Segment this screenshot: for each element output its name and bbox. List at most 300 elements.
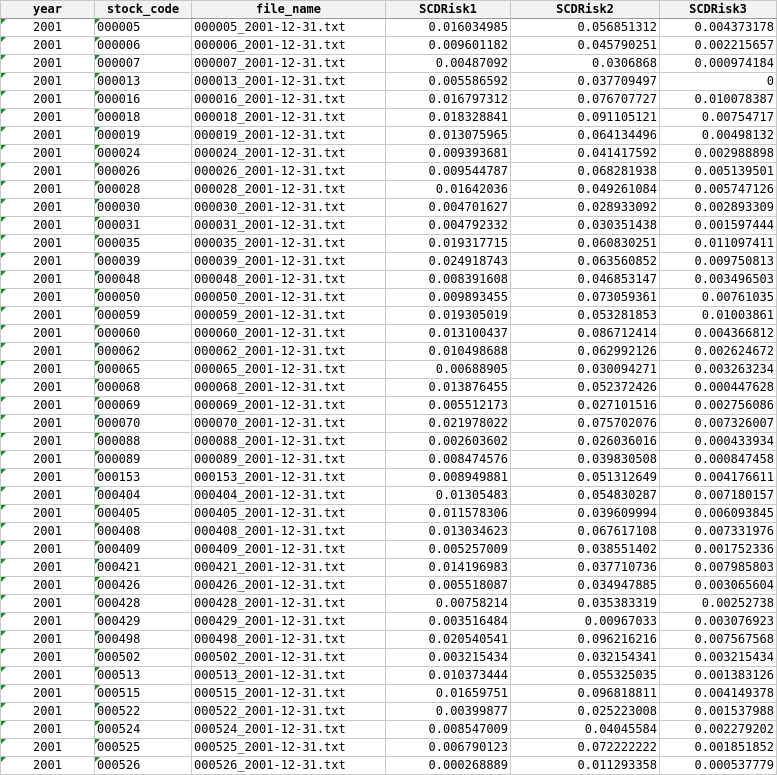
scdrisk1-cell[interactable]: 0.00758214: [386, 595, 511, 613]
text-number-indicator-icon: [95, 199, 100, 204]
stock-code-cell[interactable]: 000068: [95, 379, 192, 397]
scdrisk1-cell[interactable]: 0.013034623: [386, 523, 511, 541]
scdrisk3-cell[interactable]: 0.00761035: [660, 289, 777, 307]
year-cell[interactable]: 2001: [1, 757, 95, 775]
file-name-cell[interactable]: 000050_2001-12-31.txt: [192, 289, 386, 307]
scdrisk3-cell[interactable]: 0.00252738: [660, 595, 777, 613]
scdrisk3-cell[interactable]: 0.00754717: [660, 109, 777, 127]
scdrisk3-cell[interactable]: 0.007567568: [660, 631, 777, 649]
scdrisk1-cell[interactable]: 0.00399877: [386, 703, 511, 721]
text-number-indicator-icon: [1, 487, 6, 492]
year-cell[interactable]: 2001: [1, 73, 95, 91]
scdrisk2-cell[interactable]: 0.049261084: [511, 181, 660, 199]
file-name-cell[interactable]: 000088_2001-12-31.txt: [192, 433, 386, 451]
file-name-cell[interactable]: 000524_2001-12-31.txt: [192, 721, 386, 739]
text-number-indicator-icon: [95, 631, 100, 636]
year-cell[interactable]: 2001: [1, 451, 95, 469]
scdrisk3-cell[interactable]: 0.005747126: [660, 181, 777, 199]
scdrisk1-cell[interactable]: 0.013100437: [386, 325, 511, 343]
scdrisk1-cell[interactable]: 0.009393681: [386, 145, 511, 163]
text-number-indicator-icon: [95, 739, 100, 744]
text-number-indicator-icon: [1, 217, 6, 222]
year-cell[interactable]: 2001: [1, 397, 95, 415]
text-number-indicator-icon: [1, 235, 6, 240]
stock-code-cell[interactable]: 000035: [95, 235, 192, 253]
scdrisk1-cell[interactable]: 0.005512173: [386, 397, 511, 415]
scdrisk1-cell[interactable]: 0.004701627: [386, 199, 511, 217]
year-cell[interactable]: 2001: [1, 595, 95, 613]
table-row: [1, 631, 777, 649]
scdrisk1-cell[interactable]: 0.01659751: [386, 685, 511, 703]
file-name-cell[interactable]: 000006_2001-12-31.txt: [192, 37, 386, 55]
table-row: [1, 307, 777, 325]
year-cell[interactable]: 2001: [1, 433, 95, 451]
table-row: [1, 559, 777, 577]
scdrisk2-cell[interactable]: 0.025223008: [511, 703, 660, 721]
scdrisk2-cell[interactable]: 0.035383319: [511, 595, 660, 613]
table-row: [1, 667, 777, 685]
file-name-cell[interactable]: 000089_2001-12-31.txt: [192, 451, 386, 469]
stock-code-cell[interactable]: 000059: [95, 307, 192, 325]
file-name-cell[interactable]: 000005_2001-12-31.txt: [192, 19, 386, 37]
scdrisk1-cell[interactable]: 0.004792332: [386, 217, 511, 235]
scdrisk2-cell[interactable]: 0.00967033: [511, 613, 660, 631]
scdrisk2-cell[interactable]: 0.072222222: [511, 739, 660, 757]
stock-code-cell[interactable]: 000018: [95, 109, 192, 127]
scdrisk2-cell[interactable]: 0.054830287: [511, 487, 660, 505]
year-cell[interactable]: 2001: [1, 541, 95, 559]
header-file-name[interactable]: file_name: [192, 1, 386, 19]
table-row: [1, 523, 777, 541]
scdrisk1-cell[interactable]: 0.021978022: [386, 415, 511, 433]
stock-code-cell[interactable]: 000513: [95, 667, 192, 685]
file-name-cell[interactable]: 000068_2001-12-31.txt: [192, 379, 386, 397]
table-row: [1, 235, 777, 253]
stock-code-cell[interactable]: 000526: [95, 757, 192, 775]
stock-code-cell[interactable]: 000515: [95, 685, 192, 703]
scdrisk2-cell[interactable]: 0.037709497: [511, 73, 660, 91]
table-row: [1, 541, 777, 559]
stock-code-cell[interactable]: 000502: [95, 649, 192, 667]
year-cell[interactable]: 2001: [1, 685, 95, 703]
year-cell[interactable]: 2001: [1, 37, 95, 55]
file-name-cell[interactable]: 000062_2001-12-31.txt: [192, 343, 386, 361]
scdrisk1-cell[interactable]: 0.008547009: [386, 721, 511, 739]
file-name-cell[interactable]: 000028_2001-12-31.txt: [192, 181, 386, 199]
file-name-cell[interactable]: 000498_2001-12-31.txt: [192, 631, 386, 649]
header-scdrisk2[interactable]: SCDRisk2: [511, 1, 660, 19]
text-number-indicator-icon: [95, 721, 100, 726]
file-name-cell[interactable]: 000026_2001-12-31.txt: [192, 163, 386, 181]
scdrisk2-cell[interactable]: 0.030094271: [511, 361, 660, 379]
scdrisk3-cell[interactable]: 0.007331976: [660, 523, 777, 541]
scdrisk1-cell[interactable]: 0.019317715: [386, 235, 511, 253]
scdrisk2-cell[interactable]: 0.086712414: [511, 325, 660, 343]
stock-code-cell[interactable]: 000006: [95, 37, 192, 55]
year-cell[interactable]: 2001: [1, 631, 95, 649]
scdrisk1-cell[interactable]: 0.019305019: [386, 307, 511, 325]
file-name-cell[interactable]: 000408_2001-12-31.txt: [192, 523, 386, 541]
file-name-cell[interactable]: 000421_2001-12-31.txt: [192, 559, 386, 577]
scdrisk1-cell[interactable]: 0.020540541: [386, 631, 511, 649]
scdrisk1-cell[interactable]: 0.010373444: [386, 667, 511, 685]
text-number-indicator-icon: [1, 739, 6, 744]
year-cell[interactable]: 2001: [1, 19, 95, 37]
file-name-cell[interactable]: 000024_2001-12-31.txt: [192, 145, 386, 163]
file-name-cell[interactable]: 000526_2001-12-31.txt: [192, 757, 386, 775]
scdrisk1-cell[interactable]: 0.013876455: [386, 379, 511, 397]
scdrisk2-cell[interactable]: 0.068281938: [511, 163, 660, 181]
stock-code-cell[interactable]: 000070: [95, 415, 192, 433]
scdrisk2-cell[interactable]: 0.052372426: [511, 379, 660, 397]
stock-code-cell[interactable]: 000028: [95, 181, 192, 199]
scdrisk3-cell[interactable]: 0: [660, 73, 777, 91]
stock-code-cell[interactable]: 000007: [95, 55, 192, 73]
scdrisk3-cell[interactable]: 0.004366812: [660, 325, 777, 343]
stock-code-cell[interactable]: 000421: [95, 559, 192, 577]
text-number-indicator-icon: [95, 649, 100, 654]
header-year[interactable]: year: [1, 1, 95, 19]
scdrisk1-cell[interactable]: 0.01305483: [386, 487, 511, 505]
scdrisk1-cell[interactable]: 0.009893455: [386, 289, 511, 307]
text-number-indicator-icon: [1, 469, 6, 474]
text-number-indicator-icon: [95, 595, 100, 600]
stock-code-cell[interactable]: 000522: [95, 703, 192, 721]
scdrisk2-cell[interactable]: 0.056851312: [511, 19, 660, 37]
text-number-indicator-icon: [95, 37, 100, 42]
scdrisk3-cell[interactable]: 0.004149378: [660, 685, 777, 703]
year-cell[interactable]: 2001: [1, 307, 95, 325]
scdrisk1-cell[interactable]: 0.014196983: [386, 559, 511, 577]
scdrisk3-cell[interactable]: 0.006093845: [660, 505, 777, 523]
year-cell[interactable]: 2001: [1, 271, 95, 289]
text-number-indicator-icon: [95, 127, 100, 132]
scdrisk1-cell[interactable]: 0.024918743: [386, 253, 511, 271]
year-cell[interactable]: 2001: [1, 217, 95, 235]
stock-code-cell[interactable]: 000405: [95, 505, 192, 523]
scdrisk3-cell[interactable]: 0.004373178: [660, 19, 777, 37]
scdrisk2-cell[interactable]: 0.064134496: [511, 127, 660, 145]
table-row: [1, 199, 777, 217]
scdrisk2-cell[interactable]: 0.037710736: [511, 559, 660, 577]
scdrisk1-cell[interactable]: 0.005518087: [386, 577, 511, 595]
file-name-cell[interactable]: 000065_2001-12-31.txt: [192, 361, 386, 379]
file-name-cell[interactable]: 000035_2001-12-31.txt: [192, 235, 386, 253]
stock-code-cell[interactable]: 000050: [95, 289, 192, 307]
scdrisk3-cell[interactable]: 0.001383126: [660, 667, 777, 685]
year-cell[interactable]: 2001: [1, 181, 95, 199]
scdrisk3-cell[interactable]: 0.002279202: [660, 721, 777, 739]
text-number-indicator-icon: [95, 91, 100, 96]
text-number-indicator-icon: [1, 397, 6, 402]
stock-code-cell[interactable]: 000429: [95, 613, 192, 631]
scdrisk2-cell[interactable]: 0.073059361: [511, 289, 660, 307]
scdrisk3-cell[interactable]: 0.002215657: [660, 37, 777, 55]
scdrisk2-cell[interactable]: 0.055325035: [511, 667, 660, 685]
stock-code-cell[interactable]: 000019: [95, 127, 192, 145]
scdrisk1-cell[interactable]: 0.009601182: [386, 37, 511, 55]
file-name-cell[interactable]: 000515_2001-12-31.txt: [192, 685, 386, 703]
year-cell[interactable]: 2001: [1, 199, 95, 217]
table-row: [1, 397, 777, 415]
year-cell[interactable]: 2001: [1, 487, 95, 505]
scdrisk2-cell[interactable]: 0.030351438: [511, 217, 660, 235]
scdrisk1-cell[interactable]: 0.01642036: [386, 181, 511, 199]
scdrisk2-cell[interactable]: 0.041417592: [511, 145, 660, 163]
file-name-cell[interactable]: 000513_2001-12-31.txt: [192, 667, 386, 685]
scdrisk2-cell[interactable]: 0.045790251: [511, 37, 660, 55]
file-name-cell[interactable]: 000153_2001-12-31.txt: [192, 469, 386, 487]
file-name-cell[interactable]: 000502_2001-12-31.txt: [192, 649, 386, 667]
year-cell[interactable]: 2001: [1, 739, 95, 757]
text-number-indicator-icon: [95, 19, 100, 24]
scdrisk3-cell[interactable]: 0.000537779: [660, 757, 777, 775]
scdrisk2-cell[interactable]: 0.076707727: [511, 91, 660, 109]
stock-code-cell[interactable]: 000404: [95, 487, 192, 505]
year-cell[interactable]: 2001: [1, 325, 95, 343]
scdrisk2-cell[interactable]: 0.063560852: [511, 253, 660, 271]
text-number-indicator-icon: [95, 343, 100, 348]
scdrisk1-cell[interactable]: 0.003215434: [386, 649, 511, 667]
scdrisk1-cell[interactable]: 0.018328841: [386, 109, 511, 127]
scdrisk1-cell[interactable]: 0.016797312: [386, 91, 511, 109]
scdrisk2-cell[interactable]: 0.060830251: [511, 235, 660, 253]
stock-code-cell[interactable]: 000048: [95, 271, 192, 289]
scdrisk1-cell[interactable]: 0.000268889: [386, 757, 511, 775]
file-name-cell[interactable]: 000426_2001-12-31.txt: [192, 577, 386, 595]
year-cell[interactable]: 2001: [1, 289, 95, 307]
scdrisk2-cell[interactable]: 0.051312649: [511, 469, 660, 487]
scdrisk2-cell[interactable]: 0.028933092: [511, 199, 660, 217]
scdrisk3-cell[interactable]: 0.01003861: [660, 307, 777, 325]
scdrisk1-cell[interactable]: 0.005257009: [386, 541, 511, 559]
scdrisk1-cell[interactable]: 0.011578306: [386, 505, 511, 523]
year-cell[interactable]: 2001: [1, 721, 95, 739]
stock-code-cell[interactable]: 000408: [95, 523, 192, 541]
scdrisk3-cell[interactable]: 0.003263234: [660, 361, 777, 379]
scdrisk2-cell[interactable]: 0.096216216: [511, 631, 660, 649]
table-row: [1, 451, 777, 469]
scdrisk2-cell[interactable]: 0.026036016: [511, 433, 660, 451]
scdrisk2-cell[interactable]: 0.067617108: [511, 523, 660, 541]
file-name-cell[interactable]: 000016_2001-12-31.txt: [192, 91, 386, 109]
scdrisk1-cell[interactable]: 0.003516484: [386, 613, 511, 631]
scdrisk3-cell[interactable]: 0.000433934: [660, 433, 777, 451]
year-cell[interactable]: 2001: [1, 577, 95, 595]
file-name-cell[interactable]: 000059_2001-12-31.txt: [192, 307, 386, 325]
file-name-cell[interactable]: 000048_2001-12-31.txt: [192, 271, 386, 289]
stock-code-cell[interactable]: 000060: [95, 325, 192, 343]
scdrisk1-cell[interactable]: 0.00487092: [386, 55, 511, 73]
table-row: [1, 685, 777, 703]
year-cell[interactable]: 2001: [1, 145, 95, 163]
scdrisk3-cell[interactable]: 0.004176611: [660, 469, 777, 487]
year-cell[interactable]: 2001: [1, 343, 95, 361]
stock-code-cell[interactable]: 000005: [95, 19, 192, 37]
scdrisk3-cell[interactable]: 0.001537988: [660, 703, 777, 721]
scdrisk3-cell[interactable]: 0.007985803: [660, 559, 777, 577]
header-scdrisk3[interactable]: SCDRisk3: [660, 1, 777, 19]
stock-code-cell[interactable]: 000031: [95, 217, 192, 235]
file-name-cell[interactable]: 000409_2001-12-31.txt: [192, 541, 386, 559]
scdrisk3-cell[interactable]: 0.002624672: [660, 343, 777, 361]
file-name-cell[interactable]: 000428_2001-12-31.txt: [192, 595, 386, 613]
scdrisk3-cell[interactable]: 0.003076923: [660, 613, 777, 631]
header-scdrisk1[interactable]: SCDRisk1: [386, 1, 511, 19]
year-cell[interactable]: 2001: [1, 469, 95, 487]
scdrisk3-cell[interactable]: 0.001597444: [660, 217, 777, 235]
file-name-cell[interactable]: 000039_2001-12-31.txt: [192, 253, 386, 271]
file-name-cell[interactable]: 000019_2001-12-31.txt: [192, 127, 386, 145]
scdrisk3-cell[interactable]: 0.003496503: [660, 271, 777, 289]
year-cell[interactable]: 2001: [1, 523, 95, 541]
file-name-cell[interactable]: 000013_2001-12-31.txt: [192, 73, 386, 91]
file-name-cell[interactable]: 000070_2001-12-31.txt: [192, 415, 386, 433]
table-row: [1, 343, 777, 361]
text-number-indicator-icon: [95, 559, 100, 564]
text-number-indicator-icon: [95, 163, 100, 168]
scdrisk3-cell[interactable]: 0.009750813: [660, 253, 777, 271]
text-number-indicator-icon: [95, 73, 100, 78]
scdrisk3-cell[interactable]: 0.002893309: [660, 199, 777, 217]
scdrisk1-cell[interactable]: 0.008474576: [386, 451, 511, 469]
year-cell[interactable]: 2001: [1, 361, 95, 379]
scdrisk3-cell[interactable]: 0.001851852: [660, 739, 777, 757]
scdrisk2-cell[interactable]: 0.046853147: [511, 271, 660, 289]
year-cell[interactable]: 2001: [1, 235, 95, 253]
year-cell[interactable]: 2001: [1, 91, 95, 109]
table-row: [1, 55, 777, 73]
text-number-indicator-icon: [1, 19, 6, 24]
file-name-cell[interactable]: 000405_2001-12-31.txt: [192, 505, 386, 523]
scdrisk3-cell[interactable]: 0.000447628: [660, 379, 777, 397]
year-cell[interactable]: 2001: [1, 505, 95, 523]
scdrisk3-cell[interactable]: 0.002756086: [660, 397, 777, 415]
stock-code-cell[interactable]: 000016: [95, 91, 192, 109]
scdrisk3-cell[interactable]: 0.010078387: [660, 91, 777, 109]
scdrisk3-cell[interactable]: 0.003215434: [660, 649, 777, 667]
file-name-cell[interactable]: 000018_2001-12-31.txt: [192, 109, 386, 127]
file-name-cell[interactable]: 000060_2001-12-31.txt: [192, 325, 386, 343]
year-cell[interactable]: 2001: [1, 649, 95, 667]
stock-code-cell[interactable]: 000039: [95, 253, 192, 271]
year-cell[interactable]: 2001: [1, 379, 95, 397]
scdrisk2-cell[interactable]: 0.053281853: [511, 307, 660, 325]
year-cell[interactable]: 2001: [1, 55, 95, 73]
scdrisk2-cell[interactable]: 0.062992126: [511, 343, 660, 361]
scdrisk2-cell[interactable]: 0.04045584: [511, 721, 660, 739]
stock-code-cell[interactable]: 000069: [95, 397, 192, 415]
file-name-cell[interactable]: 000525_2001-12-31.txt: [192, 739, 386, 757]
table-row: [1, 37, 777, 55]
scdrisk3-cell[interactable]: 0.005139501: [660, 163, 777, 181]
table-row: [1, 145, 777, 163]
stock-code-cell[interactable]: 000524: [95, 721, 192, 739]
year-cell[interactable]: 2001: [1, 109, 95, 127]
scdrisk3-cell[interactable]: 0.000974184: [660, 55, 777, 73]
scdrisk2-cell[interactable]: 0.027101516: [511, 397, 660, 415]
year-cell[interactable]: 2001: [1, 703, 95, 721]
stock-code-cell[interactable]: 000426: [95, 577, 192, 595]
scdrisk2-cell[interactable]: 0.032154341: [511, 649, 660, 667]
scdrisk1-cell[interactable]: 0.008949881: [386, 469, 511, 487]
stock-code-cell[interactable]: 000525: [95, 739, 192, 757]
file-name-cell[interactable]: 000031_2001-12-31.txt: [192, 217, 386, 235]
stock-code-cell[interactable]: 000428: [95, 595, 192, 613]
scdrisk1-cell[interactable]: 0.006790123: [386, 739, 511, 757]
file-name-cell[interactable]: 000030_2001-12-31.txt: [192, 199, 386, 217]
year-cell[interactable]: 2001: [1, 559, 95, 577]
scdrisk1-cell[interactable]: 0.00688905: [386, 361, 511, 379]
scdrisk3-cell[interactable]: 0.002988898: [660, 145, 777, 163]
scdrisk2-cell[interactable]: 0.091105121: [511, 109, 660, 127]
stock-code-cell[interactable]: 000089: [95, 451, 192, 469]
year-cell[interactable]: 2001: [1, 415, 95, 433]
text-number-indicator-icon: [95, 217, 100, 222]
stock-code-cell[interactable]: 000026: [95, 163, 192, 181]
text-number-indicator-icon: [1, 253, 6, 258]
scdrisk2-cell[interactable]: 0.039609994: [511, 505, 660, 523]
file-name-cell[interactable]: 000429_2001-12-31.txt: [192, 613, 386, 631]
scdrisk3-cell[interactable]: 0.011097411: [660, 235, 777, 253]
year-cell[interactable]: 2001: [1, 613, 95, 631]
scdrisk1-cell[interactable]: 0.013075965: [386, 127, 511, 145]
scdrisk2-cell[interactable]: 0.011293358: [511, 757, 660, 775]
scdrisk2-cell[interactable]: 0.075702076: [511, 415, 660, 433]
text-number-indicator-icon: [95, 505, 100, 510]
scdrisk2-cell[interactable]: 0.034947885: [511, 577, 660, 595]
stock-code-cell[interactable]: 000030: [95, 199, 192, 217]
stock-code-cell[interactable]: 000409: [95, 541, 192, 559]
scdrisk2-cell[interactable]: 0.0306868: [511, 55, 660, 73]
scdrisk2-cell[interactable]: 0.038551402: [511, 541, 660, 559]
scdrisk1-cell[interactable]: 0.005586592: [386, 73, 511, 91]
file-name-cell[interactable]: 000069_2001-12-31.txt: [192, 397, 386, 415]
scdrisk3-cell[interactable]: 0.00498132: [660, 127, 777, 145]
stock-code-cell[interactable]: 000065: [95, 361, 192, 379]
file-name-cell[interactable]: 000522_2001-12-31.txt: [192, 703, 386, 721]
file-name-cell[interactable]: 000007_2001-12-31.txt: [192, 55, 386, 73]
scdrisk1-cell[interactable]: 0.010498688: [386, 343, 511, 361]
scdrisk2-cell[interactable]: 0.096818811: [511, 685, 660, 703]
scdrisk3-cell[interactable]: 0.000847458: [660, 451, 777, 469]
stock-code-cell[interactable]: 000013: [95, 73, 192, 91]
stock-code-cell[interactable]: 000088: [95, 433, 192, 451]
scdrisk2-cell[interactable]: 0.039830508: [511, 451, 660, 469]
stock-code-cell[interactable]: 000153: [95, 469, 192, 487]
year-cell[interactable]: 2001: [1, 253, 95, 271]
scdrisk1-cell[interactable]: 0.002603602: [386, 433, 511, 451]
year-cell[interactable]: 2001: [1, 667, 95, 685]
stock-code-cell[interactable]: 000062: [95, 343, 192, 361]
file-name-cell[interactable]: 000404_2001-12-31.txt: [192, 487, 386, 505]
scdrisk3-cell[interactable]: 0.001752336: [660, 541, 777, 559]
scdrisk3-cell[interactable]: 0.007326007: [660, 415, 777, 433]
year-cell[interactable]: 2001: [1, 163, 95, 181]
stock-code-cell[interactable]: 000024: [95, 145, 192, 163]
scdrisk3-cell[interactable]: 0.007180157: [660, 487, 777, 505]
header-stock-code[interactable]: stock_code: [95, 1, 192, 19]
table-row: [1, 469, 777, 487]
scdrisk3-cell[interactable]: 0.003065604: [660, 577, 777, 595]
year-cell[interactable]: 2001: [1, 127, 95, 145]
scdrisk1-cell[interactable]: 0.016034985: [386, 19, 511, 37]
stock-code-cell[interactable]: 000498: [95, 631, 192, 649]
scdrisk1-cell[interactable]: 0.009544787: [386, 163, 511, 181]
text-number-indicator-icon: [1, 433, 6, 438]
scdrisk1-cell[interactable]: 0.008391608: [386, 271, 511, 289]
text-number-indicator-icon: [95, 235, 100, 240]
